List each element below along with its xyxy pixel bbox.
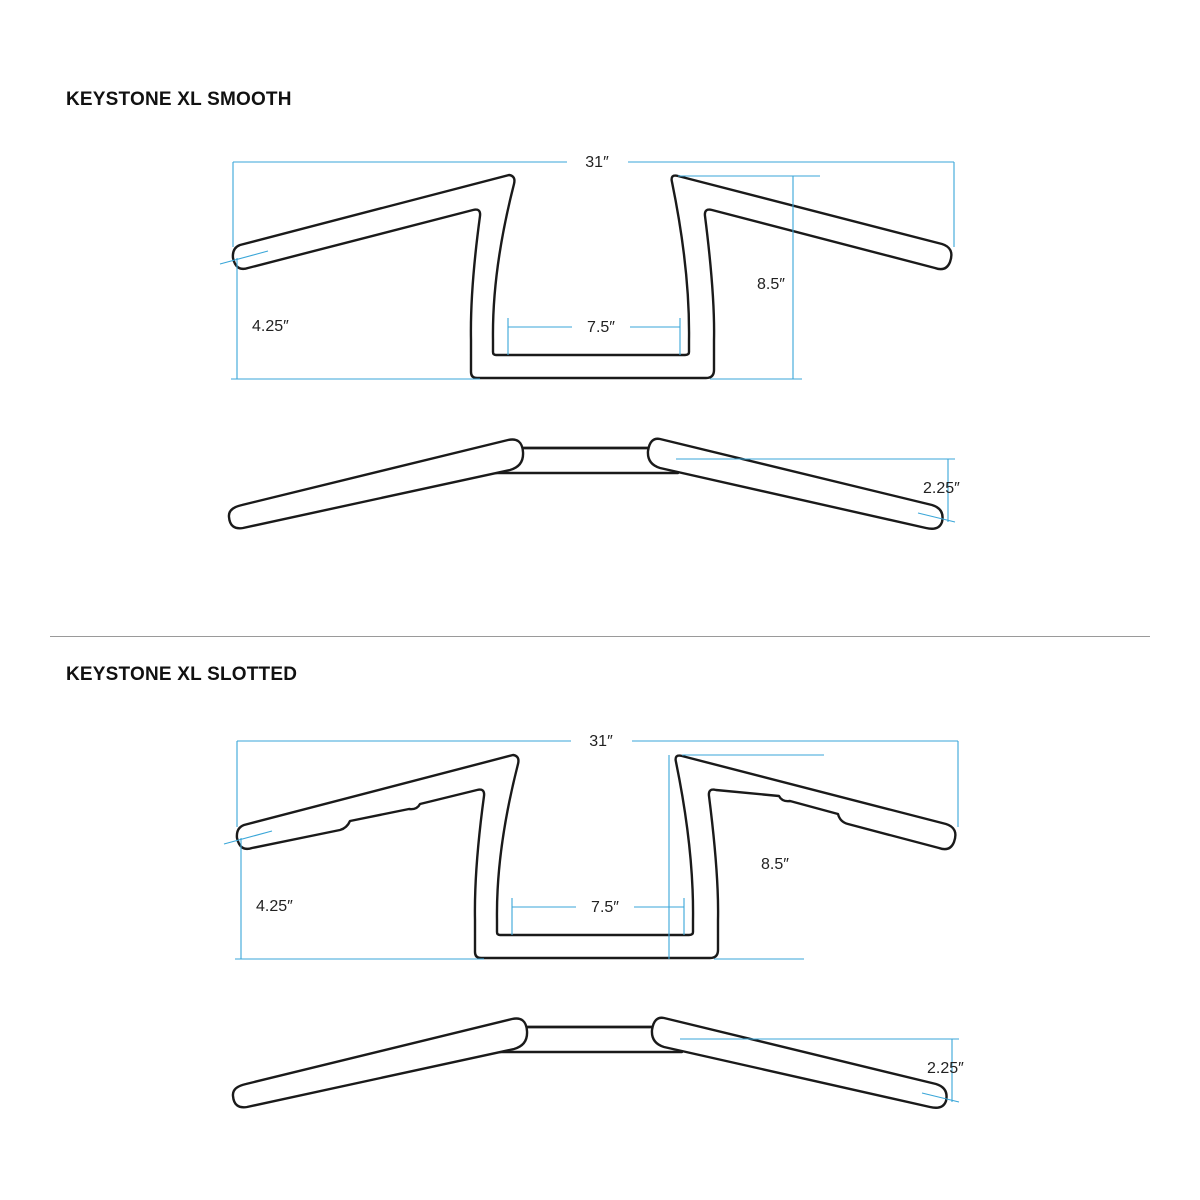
smooth-drop-label: 2.25″	[923, 480, 960, 497]
smooth-pullback-label: 4.25″	[252, 318, 289, 335]
slotted-left-grip	[233, 1019, 527, 1108]
slotted-drop-label: 2.25″	[927, 1060, 964, 1077]
smooth-top-view	[229, 439, 960, 529]
smooth-left-grip	[229, 440, 523, 529]
section-title-slotted: KEYSTONE XL SLOTTED	[66, 664, 298, 685]
smooth-center-label: 7.5″	[587, 319, 615, 336]
slotted-rise-label: 8.5″	[761, 856, 789, 873]
smooth-width-label: 31″	[585, 154, 609, 171]
section-title-smooth: KEYSTONE XL SMOOTH	[66, 89, 292, 110]
smooth-front-view	[220, 154, 954, 379]
slotted-center-label: 7.5″	[591, 899, 619, 916]
smooth-right-grip	[648, 439, 943, 529]
slotted-width-label: 31″	[589, 733, 613, 750]
slotted-pullback-label: 4.25″	[256, 898, 293, 915]
slotted-handlebar-outline	[237, 755, 956, 958]
smooth-handlebar-outline	[233, 175, 952, 378]
slotted-right-grip	[652, 1018, 947, 1108]
slotted-front-view	[224, 733, 958, 959]
slotted-top-view	[233, 1018, 964, 1108]
smooth-rise-label: 8.5″	[757, 276, 785, 293]
